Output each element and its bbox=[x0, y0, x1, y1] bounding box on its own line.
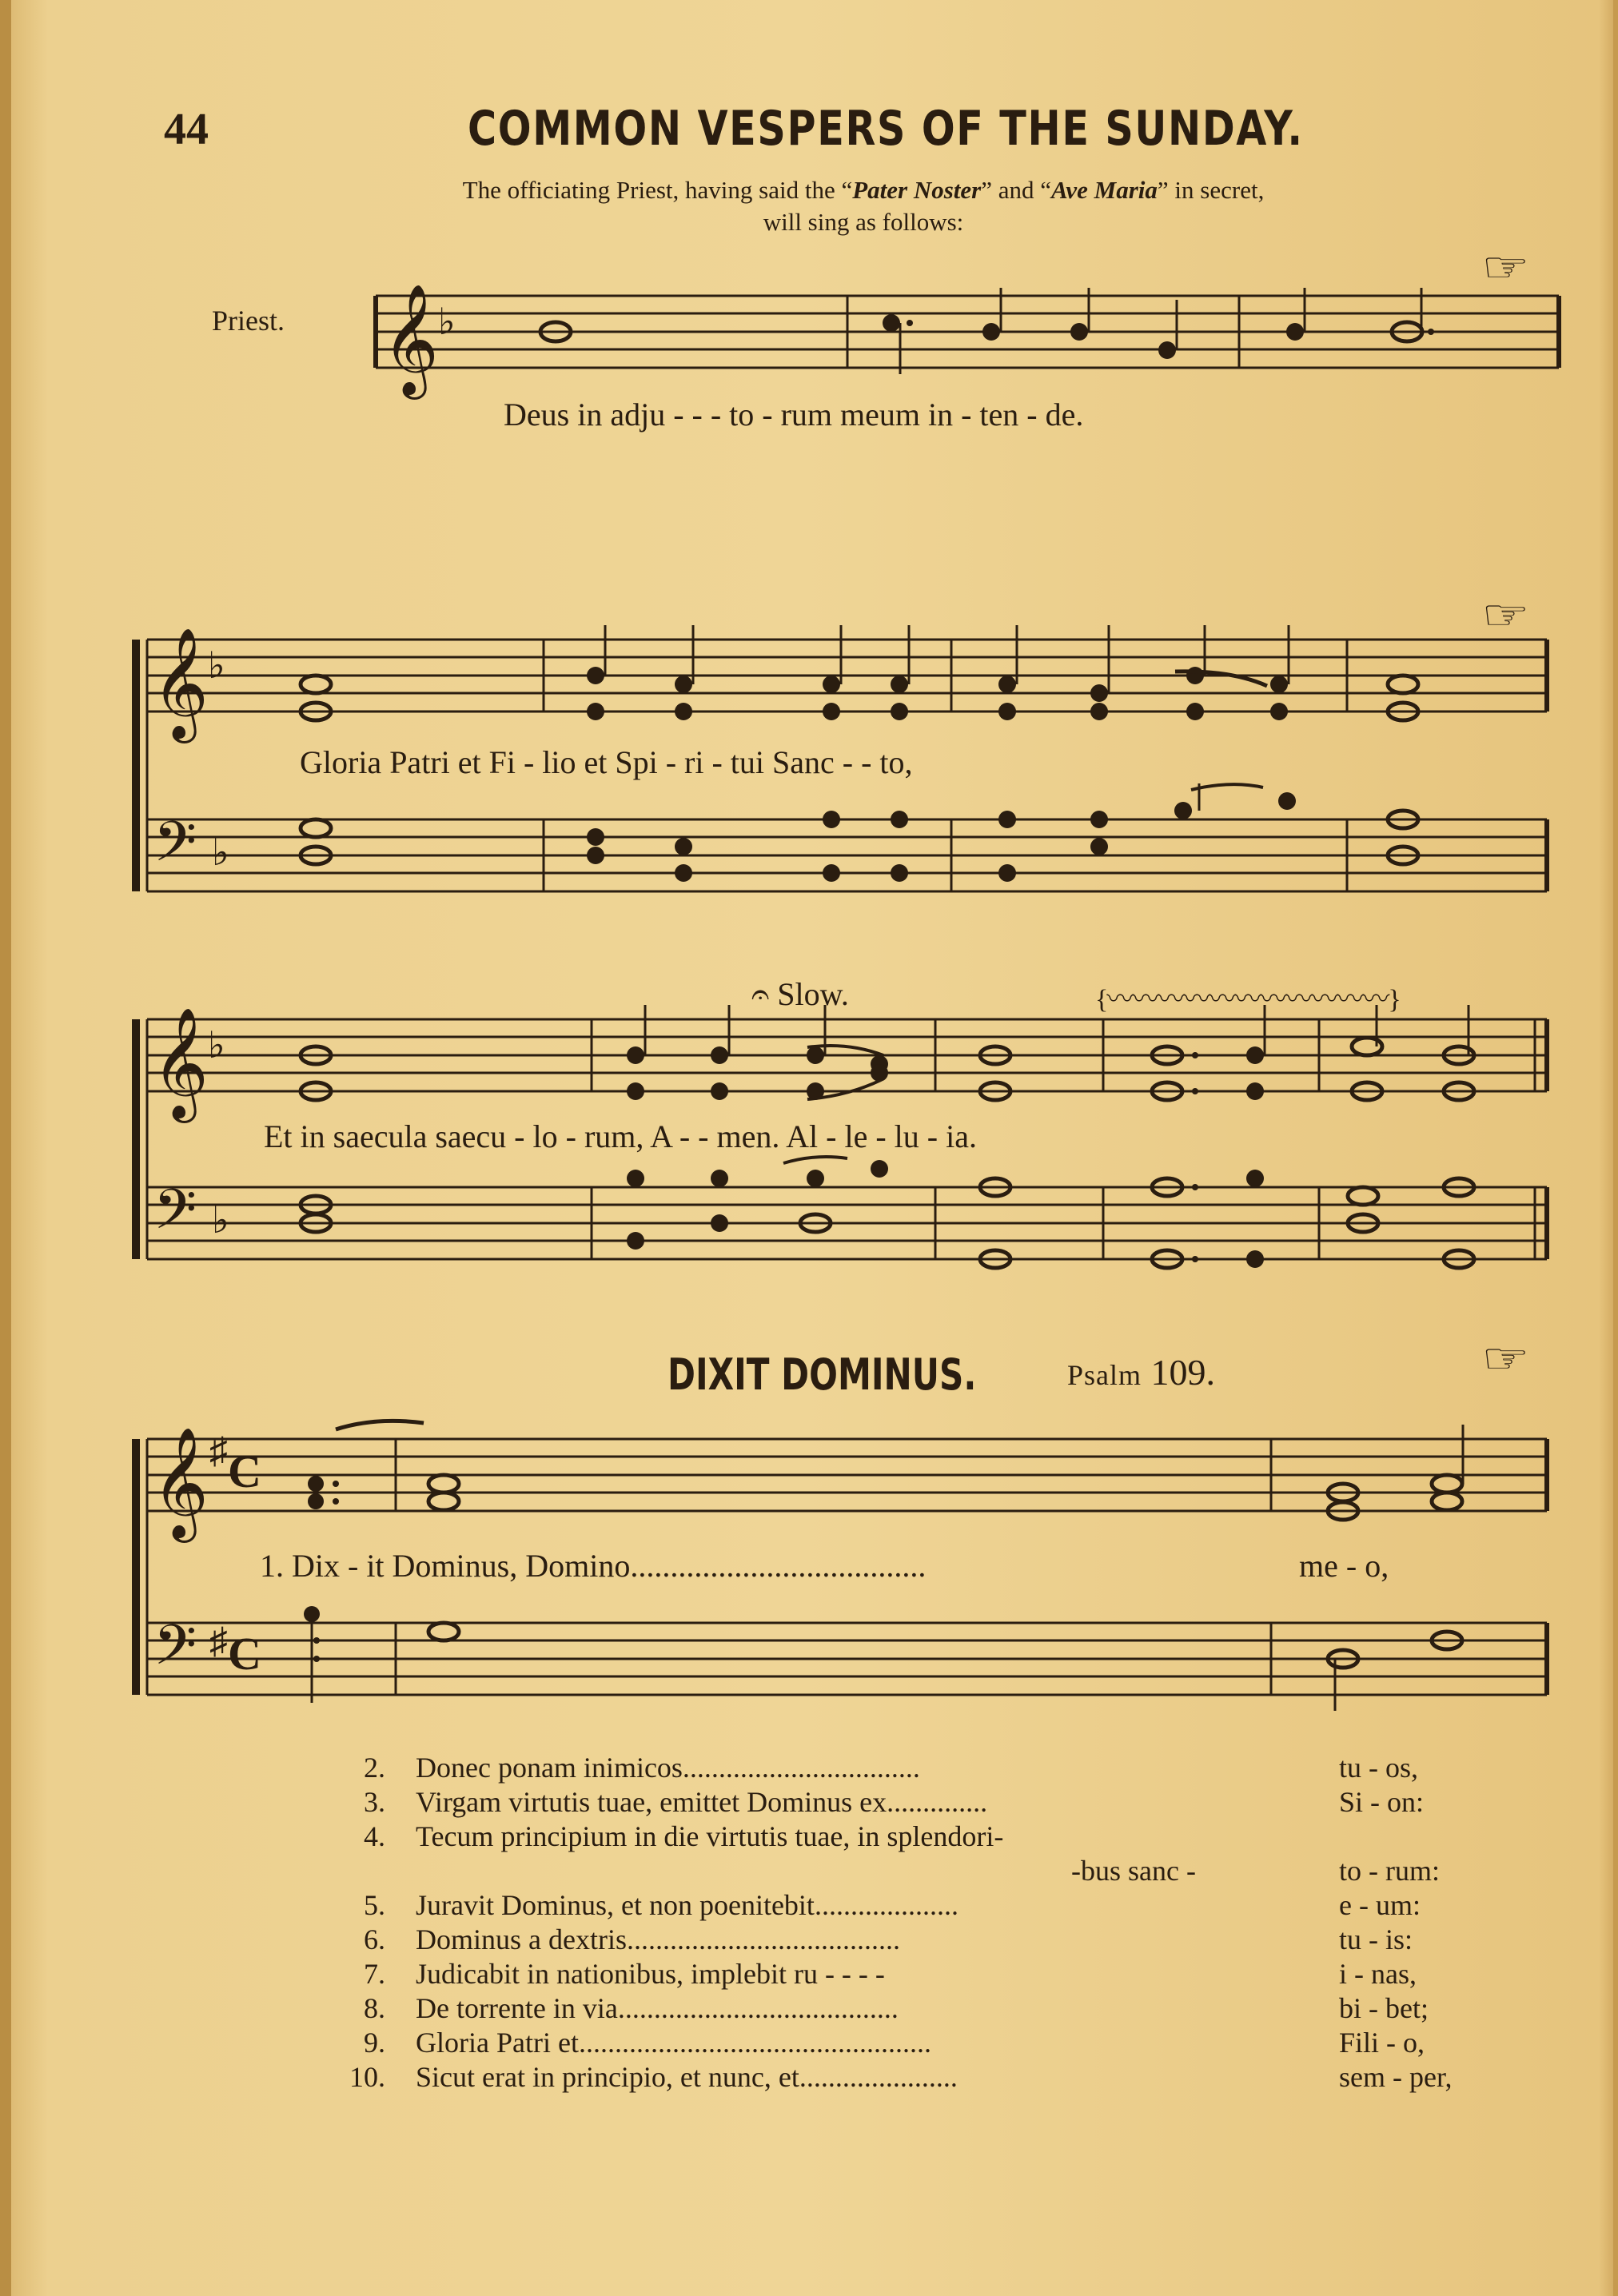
pointing-hand-icon: ☞ bbox=[1481, 1337, 1530, 1382]
svg-text:♭: ♭ bbox=[212, 832, 229, 873]
verse-number: 2. bbox=[364, 1752, 385, 1784]
verse-ending: bi - bet; bbox=[1339, 1992, 1429, 2024]
page-header bbox=[0, 96, 1618, 168]
psalm-verse bbox=[336, 2060, 1535, 2095]
verse-number: 10. bbox=[349, 2061, 385, 2093]
arpeggio-wave-icon: {〰〰〰〰〰〰〰〰〰〰〰} bbox=[1095, 985, 1400, 1014]
verse-ending: tu - os, bbox=[1339, 1752, 1418, 1784]
psalm-verse bbox=[336, 2026, 1535, 2060]
psalm-verse bbox=[336, 1888, 1535, 1923]
verse-text: Sicut erat in principio, et nunc, et...................... bbox=[416, 2061, 958, 2093]
psalm-verse bbox=[336, 1785, 1535, 1820]
verse-ending: Fili - o, bbox=[1339, 2027, 1425, 2059]
svg-text:♭: ♭ bbox=[208, 1025, 225, 1066]
verse-text: Dominus a dextris...................................... bbox=[416, 1923, 900, 1955]
svg-text:𝄞: 𝄞 bbox=[152, 1010, 209, 1116]
rubric-ave-maria: Ave Maria bbox=[1051, 176, 1158, 204]
psalm-verse bbox=[336, 1991, 1535, 2026]
verse-number: 8. bbox=[364, 1992, 385, 2024]
verse-text: Judicabit in nationibus, implebit ru - - - - bbox=[416, 1958, 885, 1990]
psalm-verse bbox=[336, 1957, 1535, 1991]
pointing-hand-icon: ☞ bbox=[1481, 245, 1530, 291]
verse-number: 7. bbox=[364, 1958, 385, 1990]
verse-text: -bus sanc - bbox=[1071, 1855, 1196, 1887]
svg-text:♭: ♭ bbox=[212, 1200, 229, 1241]
verse-ending: Si - on: bbox=[1339, 1786, 1425, 1818]
rubric-instruction bbox=[240, 174, 1487, 238]
svg-text:𝄢: 𝄢 bbox=[153, 1616, 197, 1690]
svg-text:𝄞: 𝄞 bbox=[152, 630, 209, 736]
svg-text:♭: ♭ bbox=[208, 645, 225, 686]
running-title: COMMON VESPERS OF THE SUNDAY. bbox=[468, 101, 1304, 157]
page-number: 44 bbox=[164, 105, 209, 154]
slow-direction: Slow. bbox=[777, 976, 849, 1012]
dixit-verse1-ending: me - o, bbox=[1299, 1548, 1389, 1584]
svg-text:♯: ♯ bbox=[209, 1620, 228, 1661]
verse-text: Tecum principium in die virtutis tuae, in splendori- bbox=[416, 1820, 1004, 1852]
svg-text:𝄢: 𝄢 bbox=[153, 1180, 197, 1254]
verse-number: 3. bbox=[364, 1786, 385, 1818]
svg-text:𝄞: 𝄞 bbox=[152, 1429, 209, 1536]
psalm-num-value: 109. bbox=[1150, 1352, 1216, 1393]
verse-ending: sem - per, bbox=[1339, 2061, 1453, 2093]
psalm-verse bbox=[336, 1923, 1535, 1957]
dixit-verse1-lyrics: 1. Dix - it Dominus, Domino..................................... bbox=[260, 1548, 927, 1584]
verse-text: De torrente in via....................................... bbox=[416, 1992, 899, 2024]
psalm-verse bbox=[336, 1820, 1535, 1854]
svg-text:C: C bbox=[228, 1445, 261, 1497]
pointing-hand-icon: ☞ bbox=[1481, 593, 1530, 639]
saecula-lyrics: Et in saecula saecu - lo - rum, A - - men. Al - le - lu - ia. bbox=[264, 1118, 977, 1154]
psalm-number bbox=[1067, 1351, 1215, 1393]
psalm-title: DIXIT DOMINUS. bbox=[668, 1349, 977, 1400]
gloria-lyrics: Gloria Patri et Fi - lio et Spi - ri - tui Sanc - - to, bbox=[300, 744, 913, 780]
page-edge bbox=[1613, 0, 1618, 2296]
verse-text: Juravit Dominus, et non poenitebit.................... bbox=[416, 1889, 958, 1921]
verse-number: 6. bbox=[364, 1923, 385, 1955]
fermata-icon: 𝄐 bbox=[751, 976, 770, 1012]
psalm-label: Psalm bbox=[1067, 1359, 1142, 1391]
svg-text:𝄢: 𝄢 bbox=[153, 812, 197, 887]
svg-text:♯: ♯ bbox=[209, 1430, 228, 1471]
verse-text: Gloria Patri et................................................. bbox=[416, 2027, 931, 2059]
rubric-text-2: ” and “ bbox=[981, 176, 1052, 204]
verse-ending: i - nas, bbox=[1339, 1958, 1417, 1990]
verse-number: 4. bbox=[364, 1820, 385, 1852]
verse-ending: to - rum: bbox=[1339, 1855, 1440, 1887]
priest-label: Priest. bbox=[212, 305, 285, 337]
verse-ending: tu - is: bbox=[1339, 1923, 1413, 1955]
verse-text: Donec ponam inimicos................................. bbox=[416, 1752, 920, 1784]
psalm-verse-list bbox=[336, 1751, 1535, 2095]
psalm-verse bbox=[336, 1751, 1535, 1785]
svg-text:♭: ♭ bbox=[438, 301, 456, 342]
verse-text: Virgam virtutis tuae, emittet Dominus ex.............. bbox=[416, 1786, 988, 1818]
rubric-line-2: will sing as follows: bbox=[763, 208, 964, 236]
rubric-pater-noster: Pater Noster bbox=[852, 176, 982, 204]
psalm-verse bbox=[336, 1854, 1535, 1888]
svg-text:𝄞: 𝄞 bbox=[382, 284, 439, 395]
verse-number: 5. bbox=[364, 1889, 385, 1921]
intonation-lyrics: Deus in adju - - - to - rum meum in - ten - de. bbox=[504, 397, 1084, 432]
svg-text:C: C bbox=[228, 1628, 261, 1680]
verse-number: 9. bbox=[364, 2027, 385, 2059]
tempo-slow bbox=[751, 975, 849, 1013]
page-spine-shadow bbox=[0, 0, 11, 2296]
rubric-text-1: The officiating Priest, having said the “ bbox=[462, 176, 853, 204]
rubric-text-3: ” in secret, bbox=[1157, 176, 1265, 204]
verse-ending: e - um: bbox=[1339, 1889, 1421, 1921]
